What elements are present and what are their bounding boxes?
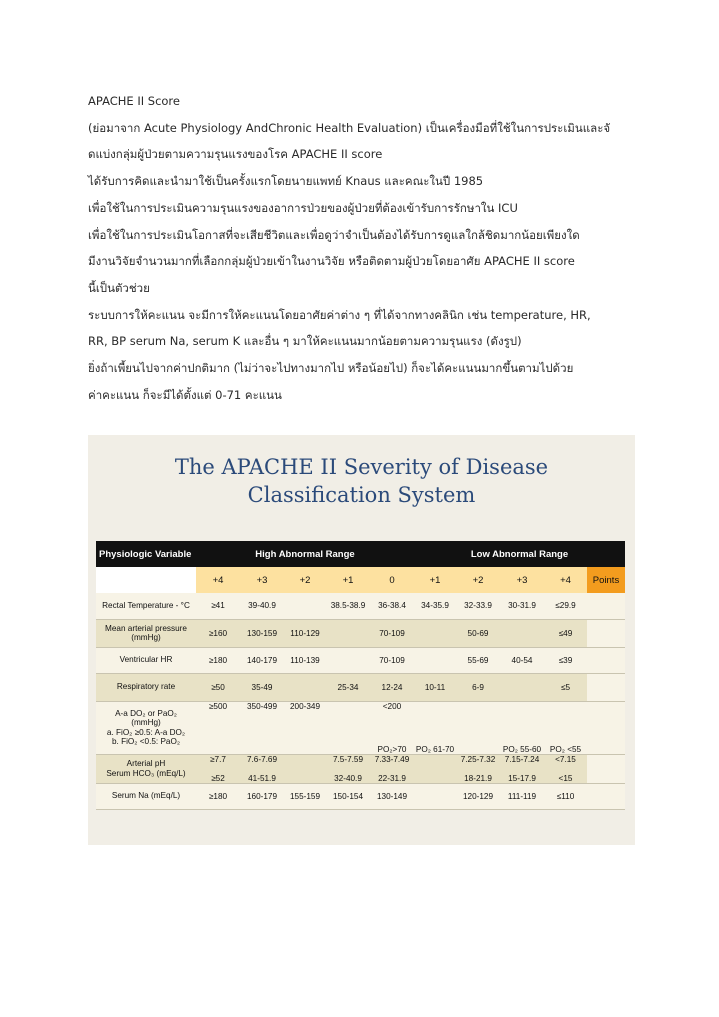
cell-top-value: 7.33-7.49 — [374, 754, 410, 764]
points-cell — [587, 647, 625, 673]
table-cell: 110-139 — [284, 647, 326, 673]
row-label-line: A-a DO₂ or PaO₂ — [115, 708, 177, 718]
cell-bottom-value: 32-40.9 — [334, 773, 362, 783]
score-header: +4 — [196, 567, 240, 593]
points-cell — [587, 754, 625, 783]
doc-line: ดแบ่งกลุ่มผู้ป่วยตามความรุนแรงของโรค APACHE II score — [88, 147, 383, 162]
row-label: Rectal Temperature - °C — [96, 593, 196, 619]
score-header: +4 — [544, 567, 587, 593]
table-cell: 111-119 — [500, 783, 544, 809]
table-row — [96, 783, 625, 809]
cell-bottom-value: PO₂>70 — [377, 744, 407, 754]
table-cell — [196, 754, 240, 783]
table-cell: ≤5 — [544, 673, 587, 701]
table-cell — [240, 754, 284, 783]
table-cell: 120-129 — [456, 783, 500, 809]
figure-title-line1: The APACHE II Severity of Disease — [174, 455, 549, 479]
doc-line: มีงานวิจัยจำนวนมากที่เลือกกลุ่มผู้ป่วยเข้าในงานวิจัย หรือติดตามผู้ป่วยโดยอาศัย APACHE II score — [88, 254, 575, 269]
table-row — [96, 647, 625, 673]
table-cell: 70-109 — [370, 619, 414, 647]
cell-top-value: 7.6-7.69 — [246, 754, 278, 764]
table-cell — [414, 701, 456, 754]
row-label: Respiratory rate — [96, 673, 196, 701]
row-label: Serum Na (mEq/L) — [96, 783, 196, 809]
row-label — [96, 701, 196, 754]
table-row — [96, 619, 625, 647]
apache-table — [96, 541, 625, 810]
apache-figure — [88, 435, 635, 845]
score-header: +1 — [326, 567, 370, 593]
cell-top-value: <200 — [382, 701, 402, 711]
figure-title-line2: Classification System — [247, 483, 476, 507]
table-cell — [370, 701, 414, 754]
row-label-line: (mmHg) — [131, 718, 161, 727]
doc-line: ค่าคะแนน ก็จะมีได้ตั้งแต่ 0-71 คะแนน — [88, 387, 282, 402]
table-cell — [326, 647, 370, 673]
points-cell — [587, 701, 625, 754]
score-header: +2 — [284, 567, 326, 593]
doc-line: RR, BP serum Na, serum K และอื่น ๆ มาให้คะแนนมากน้อยตามความรุนแรง (ดังรูป) — [88, 334, 522, 349]
points-cell — [587, 783, 625, 809]
doc-line: ยิ่งถ้าเพี้ยนไปจากค่าปกติมาก (ไม่ว่าจะไปทางมากไป หรือน้อยไป) ก็จะได้คะแนนมากขึ้นตามไปด้วย — [88, 361, 574, 376]
doc-line: ระบบการให้คะแนน จะมีการให้คะแนนโดยอาศัยค่าต่าง ๆ ที่ได้จากทางคลินิก เช่น temperature, HR, — [88, 307, 591, 322]
score-header: 0 — [370, 567, 414, 593]
score-header: +2 — [456, 567, 500, 593]
table-cell: ≥180 — [196, 783, 240, 809]
cell-top-value: 200-349 — [289, 701, 321, 711]
table-cell: 12-24 — [370, 673, 414, 701]
row-label-line: b. FiO₂ <0.5: PaO₂ — [111, 737, 181, 746]
header-physiologic-variable: Physiologic Variable — [96, 541, 196, 567]
points-header: Points — [587, 567, 625, 593]
table-cell: 35-49 — [240, 673, 284, 701]
row-label-line: a. FiO₂ ≥0.5: A-a DO₂ — [106, 727, 186, 737]
table-row — [96, 673, 625, 701]
cell-bottom-value: PO₂ <55 — [549, 744, 582, 754]
points-cell — [587, 593, 625, 619]
cell-top-value: <7.15 — [555, 754, 576, 764]
table-cell: ≤29.9 — [544, 593, 587, 619]
table-row — [96, 754, 625, 783]
table-cell: 10-11 — [414, 673, 456, 701]
table-cell — [456, 701, 500, 754]
doc-line: เพื่อใช้ในการประเมินโอกาสที่จะเสียชีวิตและเพื่อดูว่าจำเป็นต้องได้รับการดูแลใกล้ชิดมากน้อยเพียงใด — [88, 227, 580, 242]
doc-line: APACHE II Score — [88, 94, 180, 108]
cell-top-value: 7.25-7.32 — [460, 754, 496, 764]
table-cell: 130-149 — [370, 783, 414, 809]
table-cell — [284, 593, 326, 619]
table-cell: ≥180 — [196, 647, 240, 673]
table-cell — [284, 673, 326, 701]
table-cell: 36-38.4 — [370, 593, 414, 619]
table-cell — [240, 701, 284, 754]
cell-bottom-value: PO₂ 55-60 — [502, 744, 542, 754]
table-cell — [370, 754, 414, 783]
document-text — [88, 88, 648, 408]
doc-line: (ย่อมาจาก Acute Physiology AndChronic Health Evaluation) เป็นเครื่องมือที่ใช้ในการประเมินและจั — [88, 120, 611, 135]
cell-bottom-value: 18-21.9 — [464, 773, 492, 783]
cell-top-value: ≥7.7 — [210, 754, 226, 764]
score-header: +3 — [500, 567, 544, 593]
cell-top-value: 7.15-7.24 — [504, 754, 540, 764]
cell-bottom-value: ≥52 — [211, 773, 225, 783]
table-cell: 130-159 — [240, 619, 284, 647]
table-cell — [284, 701, 326, 754]
table-cell: 160-179 — [240, 783, 284, 809]
table-cell — [196, 701, 240, 754]
score-header: +1 — [414, 567, 456, 593]
table-cell: 155-159 — [284, 783, 326, 809]
table-cell — [414, 619, 456, 647]
table-row — [96, 701, 625, 754]
doc-line: นี้เป็นตัวช่วย — [88, 280, 150, 295]
table-cell: ≤39 — [544, 647, 587, 673]
header-high-range: High Abnormal Range — [196, 541, 414, 567]
table-cell — [414, 754, 456, 783]
table-cell — [326, 619, 370, 647]
table-cell — [414, 647, 456, 673]
table-cell: 32-33.9 — [456, 593, 500, 619]
points-cell — [587, 673, 625, 701]
doc-line: ได้รับการคิดและนำมาใช้เป็นครั้งแรกโดยนายแพทย์ Knaus และคณะในปี 1985 — [88, 174, 484, 189]
cell-bottom-value: 41-51.9 — [248, 773, 276, 783]
cell-bottom-value: PO₂ 61-70 — [415, 744, 455, 754]
table-cell — [284, 754, 326, 783]
header-empty-cell — [96, 567, 196, 593]
table-cell — [414, 783, 456, 809]
table-cell: 25-34 — [326, 673, 370, 701]
table-cell: ≤49 — [544, 619, 587, 647]
table-cell: 55-69 — [456, 647, 500, 673]
table-cell: 39-40.9 — [240, 593, 284, 619]
table-row — [96, 593, 625, 619]
row-label-line: Serum HCO₃ (mEq/L) — [106, 768, 186, 778]
table-cell — [456, 754, 500, 783]
table-cell: ≤110 — [544, 783, 587, 809]
table-cell: 34-35.9 — [414, 593, 456, 619]
cell-top-value: 7.5-7.59 — [332, 754, 364, 764]
table-cell — [500, 619, 544, 647]
table-cell: 70-109 — [370, 647, 414, 673]
header-low-range: Low Abnormal Range — [414, 541, 625, 567]
score-header: +3 — [240, 567, 284, 593]
table-cell: ≥160 — [196, 619, 240, 647]
cell-bottom-value: <15 — [558, 773, 573, 783]
table-cell — [544, 701, 587, 754]
table-cell: 110-129 — [284, 619, 326, 647]
table-cell — [500, 754, 544, 783]
row-label: Ventricular HR — [96, 647, 196, 673]
cell-bottom-value: 15-17.9 — [508, 773, 536, 783]
row-label — [96, 754, 196, 783]
table-cell: 40-54 — [500, 647, 544, 673]
table-cell: 38.5-38.9 — [326, 593, 370, 619]
table-cell: 150-154 — [326, 783, 370, 809]
row-label: Mean arterial pressure (mmHg) — [96, 619, 196, 647]
doc-line: เพื่อใช้ในการประเมินความรุนแรงของอาการป่วยของผู้ป่วยที่ต้องเข้ารับการรักษาใน ICU — [88, 200, 518, 215]
table-cell — [326, 701, 370, 754]
points-cell — [587, 619, 625, 647]
table-cell — [326, 754, 370, 783]
table-cell — [500, 673, 544, 701]
row-label-line: Arterial pH — [126, 759, 166, 768]
table-cell — [544, 754, 587, 783]
table-cell: 50-69 — [456, 619, 500, 647]
table-cell: ≥41 — [196, 593, 240, 619]
cell-top-value: ≥500 — [208, 701, 228, 711]
table-cell: 6-9 — [456, 673, 500, 701]
table-cell: 30-31.9 — [500, 593, 544, 619]
table-cell: 140-179 — [240, 647, 284, 673]
table-cell: ≥50 — [196, 673, 240, 701]
table-cell — [500, 701, 544, 754]
cell-bottom-value: 22-31.9 — [378, 773, 406, 783]
cell-top-value: 350-499 — [246, 701, 278, 711]
